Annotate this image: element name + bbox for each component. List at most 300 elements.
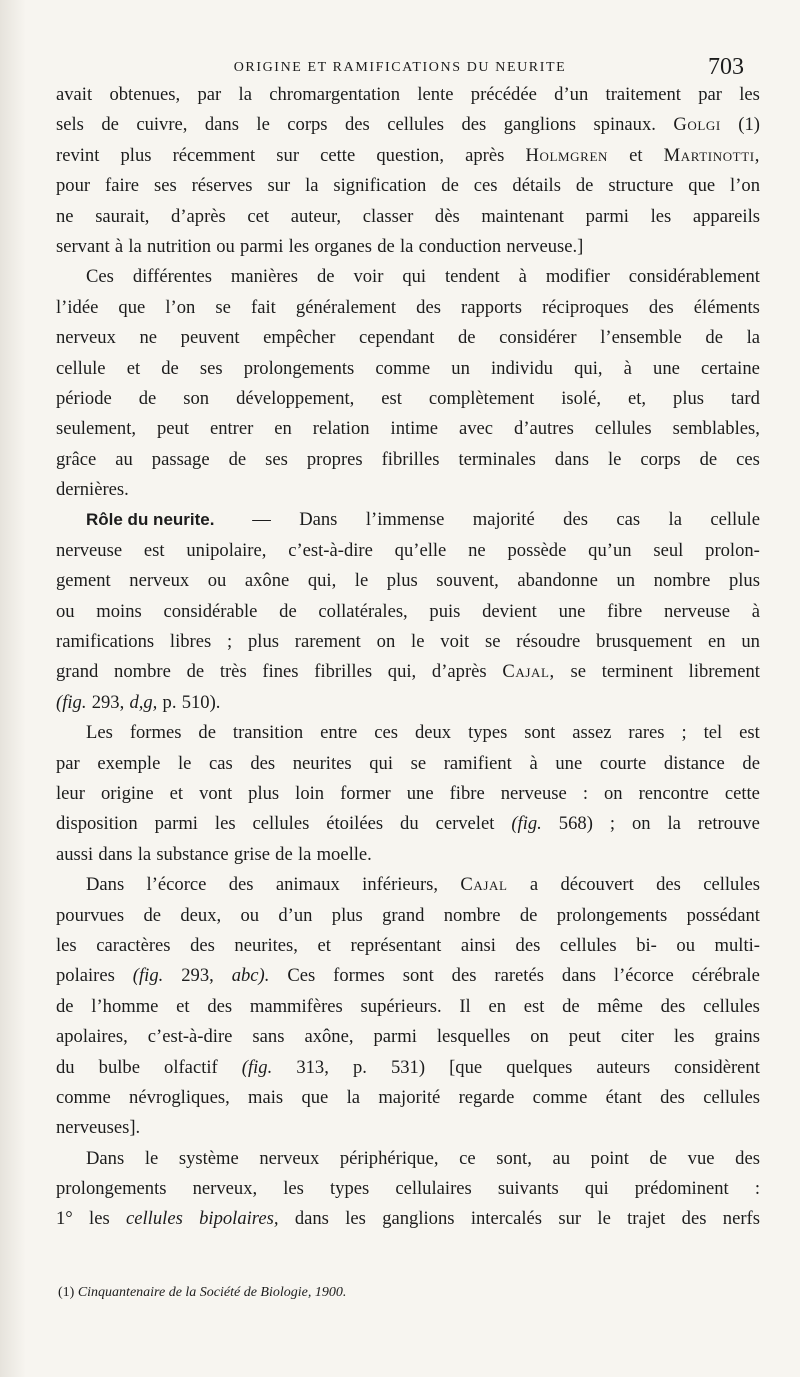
word: par (197, 84, 222, 105)
word: exemple (97, 752, 161, 774)
word: par (698, 84, 722, 105)
word: sont (402, 965, 434, 987)
word: fibrilles (314, 661, 373, 683)
word: son (183, 387, 210, 409)
page-number: 703 (708, 54, 744, 80)
word: dès (434, 205, 460, 227)
word: fines (262, 661, 299, 683)
word: considèrent (674, 1056, 760, 1078)
word: Cajal (460, 874, 508, 896)
word: auteurs (596, 1056, 651, 1078)
word: distance (663, 752, 725, 774)
word: 531) (390, 1056, 426, 1078)
word: au (552, 1147, 571, 1169)
word: le (256, 114, 270, 136)
text-line (56, 232, 760, 262)
word: à (623, 357, 632, 379)
word: on (604, 782, 623, 804)
word: majorité (472, 509, 535, 531)
word: à (529, 752, 538, 774)
word: la (238, 84, 252, 105)
word: des (190, 934, 215, 956)
text-line (56, 1174, 760, 1204)
word: peut (156, 418, 189, 440)
word: nombre (114, 661, 171, 683)
word: : (582, 782, 588, 804)
word: on (376, 631, 396, 653)
word: de (228, 448, 247, 470)
word: possédant (686, 904, 760, 926)
word: brusquement (596, 631, 693, 653)
word: de (575, 175, 594, 197)
word: les (283, 1178, 304, 1200)
word: axône, (304, 1026, 354, 1048)
word: ne (56, 205, 74, 227)
word: ce (459, 1147, 476, 1169)
body-text (56, 80, 760, 1235)
word: ces (374, 722, 398, 744)
footnote-number: (1) (58, 1285, 75, 1300)
word: fibre (449, 782, 485, 804)
word: suivants (497, 1178, 559, 1200)
word: des (515, 934, 541, 956)
word: des (228, 874, 254, 896)
word: abandonne (517, 570, 598, 592)
word: qui (369, 752, 393, 774)
word: de (562, 995, 580, 1017)
word: plus (331, 904, 363, 926)
word: c’est-à-dire (147, 1026, 233, 1048)
word: sur (558, 1208, 582, 1230)
word: périphérique, (339, 1147, 439, 1169)
text-line (56, 110, 760, 140)
word: des (660, 995, 686, 1017)
word: prolon- (705, 539, 760, 561)
word: des (250, 752, 276, 774)
word: en (488, 995, 506, 1017)
word: cellules (703, 995, 760, 1017)
word: regarde (458, 1086, 515, 1108)
word: ramifient (443, 752, 512, 774)
word: que (688, 175, 716, 197)
word: trajet (627, 1208, 666, 1230)
word: cependant (359, 327, 435, 349)
word: librement (688, 661, 760, 683)
word: dans (554, 448, 589, 470)
word: unipolaire, (186, 539, 267, 561)
word: ; (681, 722, 687, 744)
word: cellulaires (395, 1178, 472, 1200)
word: découvert (560, 874, 634, 896)
word: avait (56, 84, 93, 105)
word: types (468, 722, 508, 744)
text-line (56, 171, 760, 201)
word: — (252, 509, 271, 531)
word: tel (703, 722, 723, 744)
word: puis (429, 600, 461, 622)
word: substance (156, 843, 229, 865)
word: représentant (350, 934, 442, 956)
word: de (705, 327, 723, 349)
word: chromargentation (269, 84, 401, 105)
word: cellule (710, 509, 760, 531)
text-line (56, 809, 760, 839)
word: des (660, 1086, 685, 1108)
word: corps (640, 448, 681, 470)
word: semblables, (672, 418, 760, 440)
word: olfactif (164, 1056, 218, 1078)
word: se (410, 752, 427, 774)
word: la (137, 843, 152, 865)
word: sur (267, 175, 291, 197)
word: nutrition (147, 235, 212, 257)
word: types (330, 1178, 370, 1200)
word: les (288, 235, 310, 257)
text-line (56, 323, 760, 353)
word: la (297, 843, 312, 865)
word: [que (449, 1056, 483, 1078)
word: ainsi (460, 934, 496, 956)
text-line (56, 354, 760, 384)
text-line (56, 445, 760, 475)
word: parmi (240, 235, 284, 257)
word: 510). (181, 691, 221, 713)
word: parmi (373, 1026, 417, 1048)
word: ou (216, 235, 235, 257)
word: des (416, 296, 441, 318)
word: deux, (180, 904, 222, 926)
text-line (56, 718, 760, 748)
word: entre (320, 722, 358, 744)
word: se (570, 661, 586, 683)
word: Les (86, 722, 113, 744)
word: nerveuse (500, 782, 567, 804)
word: la (305, 175, 319, 197)
word: de (101, 114, 119, 136)
word: lesquelles (436, 1026, 511, 1048)
word: peut (568, 1026, 601, 1048)
word: l’écorce (613, 965, 674, 987)
word: (fig. (511, 813, 542, 835)
word: ou (207, 570, 227, 592)
word: de (377, 235, 395, 257)
word: prolongements (243, 357, 355, 379)
word: nombre (653, 570, 711, 592)
word: le (411, 631, 425, 653)
word: nerveux (129, 570, 190, 592)
word: vue (687, 1147, 715, 1169)
word: du (56, 1056, 75, 1078)
word: loin (295, 782, 325, 804)
word: plus (728, 570, 760, 592)
word: névrogliques, (129, 1086, 230, 1108)
text-line (56, 749, 760, 779)
word: ou (676, 934, 695, 956)
word: sels (56, 114, 84, 136)
word: structure (608, 175, 674, 197)
word: (fig. (241, 1056, 273, 1078)
word: origine (100, 782, 154, 804)
word: p. (162, 691, 177, 713)
word: les (56, 934, 77, 956)
word: étant (605, 1086, 642, 1108)
text-line (56, 202, 760, 232)
word: comme (532, 1086, 588, 1108)
word: au (115, 448, 133, 470)
footnote (58, 1285, 346, 1301)
word: tard (730, 387, 760, 409)
word: entrer (209, 418, 254, 440)
word: majorité (378, 1086, 441, 1108)
word: propres (306, 448, 363, 470)
text-line (56, 80, 760, 110)
word: ganglions (503, 114, 576, 136)
word: Ces (86, 266, 114, 288)
word: prolongements (56, 1178, 167, 1200)
word: l’homme (91, 995, 159, 1017)
word: le (597, 1208, 611, 1230)
word: 568) (558, 813, 593, 835)
word: abc). (231, 965, 270, 987)
running-title: ORIGINE ET RAMIFICATIONS DU NEURITE (233, 60, 567, 75)
word: d’un (554, 84, 589, 105)
word: dans (204, 114, 239, 136)
word: cette (320, 144, 356, 166)
word: c’est-à-dire (288, 539, 373, 561)
word: empêcher (263, 327, 336, 349)
word: et, (627, 387, 647, 409)
word: lente (417, 84, 454, 105)
word: p. (352, 1056, 367, 1078)
word: Dans (299, 509, 338, 531)
word: on (631, 813, 651, 835)
text-line (56, 992, 760, 1022)
word: cellules (387, 114, 445, 136)
word: gement (56, 570, 111, 592)
text-line (56, 931, 760, 961)
word: cellules (594, 418, 652, 440)
word: des (681, 1208, 707, 1230)
word: la (346, 1086, 361, 1108)
word: organes (314, 235, 372, 257)
word: multi- (714, 934, 760, 956)
word: dans (98, 843, 133, 865)
text-line (56, 262, 760, 292)
word: sont, (496, 1147, 532, 1169)
word: voir (353, 266, 384, 288)
word: intercalés (470, 1208, 543, 1230)
word: revint (56, 144, 100, 166)
word: courte (599, 752, 647, 774)
word: voit (440, 631, 470, 653)
word: faire (105, 175, 140, 197)
word: d’après (431, 661, 487, 683)
word: éléments (693, 296, 760, 318)
word: bipolaires, (199, 1208, 279, 1230)
word: spinaux. (593, 114, 656, 136)
word: des (207, 995, 233, 1017)
word: de (649, 1147, 668, 1169)
word: inférieurs, (362, 874, 439, 896)
word: deux (414, 722, 452, 744)
word: les (214, 813, 236, 835)
word: 293, (181, 965, 214, 987)
word: nerveux (56, 327, 116, 349)
word: rarement (294, 631, 361, 653)
text-line (56, 505, 760, 535)
word: les (650, 205, 672, 227)
word: grand (56, 661, 99, 683)
word: après (465, 144, 505, 166)
text-line (56, 475, 760, 505)
word: se (215, 296, 231, 318)
word: seul (653, 539, 684, 561)
text-line (56, 840, 760, 870)
text-line (56, 688, 760, 718)
text-line (56, 901, 760, 931)
word: formes (333, 965, 385, 987)
word: ou (56, 600, 75, 622)
word: le (607, 448, 622, 470)
word: un (616, 570, 636, 592)
word: les (89, 1208, 110, 1230)
word: de (275, 843, 293, 865)
text-line (56, 627, 760, 657)
word: nerfs (722, 1208, 760, 1230)
word: ses (153, 175, 177, 197)
text-line (56, 961, 760, 991)
word: qui (584, 1178, 609, 1200)
word: raretés (494, 965, 544, 987)
word: de (742, 752, 760, 774)
word: le (144, 1147, 159, 1169)
word: l’idée (56, 296, 99, 318)
word: sur (276, 144, 300, 166)
word: grand (382, 904, 425, 926)
word: d,g, (129, 691, 158, 713)
word: de (458, 327, 476, 349)
word: seulement, (56, 418, 137, 440)
page-edge-shadow (0, 0, 26, 1377)
word: vont (199, 782, 233, 804)
word: Il (459, 995, 471, 1017)
word: ses (265, 448, 288, 470)
word: l’immense (365, 509, 445, 531)
word: des (344, 114, 370, 136)
word: aussi (56, 843, 94, 865)
word: un (451, 357, 470, 379)
word: ne (468, 539, 486, 561)
word: tendent (445, 266, 500, 288)
word: les (345, 1208, 366, 1230)
word: moelle. (316, 843, 372, 865)
word: de (316, 266, 335, 288)
word: bulbe (98, 1056, 140, 1078)
word: comme (56, 1086, 111, 1108)
text-line (56, 1022, 760, 1052)
word: cuivre, (136, 114, 188, 136)
word: on (530, 1026, 549, 1048)
word: retrouve (697, 813, 760, 835)
word: possède (507, 539, 567, 561)
section-heading: Rôle du neurite. (86, 510, 215, 530)
word: comme (375, 357, 431, 379)
word: relation (312, 418, 370, 440)
text-line (56, 1053, 760, 1083)
word: de (138, 387, 157, 409)
word: réserves (191, 175, 253, 197)
text-line (56, 870, 760, 900)
word: plus (248, 782, 280, 804)
word: cérébrale (691, 965, 760, 987)
word: le (354, 570, 369, 592)
word: ramifications (56, 631, 155, 653)
word: certaine (701, 357, 760, 379)
word: et (629, 144, 643, 166)
text-line (56, 293, 760, 323)
word: grâce (56, 448, 97, 470)
word: appareils (692, 205, 760, 227)
word: isolé, (561, 387, 601, 409)
word: parmi (154, 813, 198, 835)
word: peuvent (180, 327, 240, 349)
word: Golgi (673, 114, 721, 136)
word: a (529, 874, 539, 896)
word: devient (482, 600, 537, 622)
word: les (739, 84, 760, 105)
word: complètement (428, 387, 535, 409)
word: cellule (56, 357, 106, 379)
word: est (523, 995, 545, 1017)
word: qu’elle (394, 539, 447, 561)
word: qui, (574, 357, 603, 379)
word: en (707, 631, 726, 653)
word: un (741, 631, 760, 653)
word: d’un (278, 904, 313, 926)
word: cas (208, 752, 233, 774)
word: la (667, 813, 681, 835)
word: de (143, 904, 162, 926)
word: apolaires, (56, 1026, 128, 1048)
word: souvent, (436, 570, 499, 592)
word: animaux (275, 874, 340, 896)
word: et (317, 934, 331, 956)
word: sont (524, 722, 556, 744)
word: intime (390, 418, 439, 440)
word: moins (96, 600, 142, 622)
word: est (143, 539, 165, 561)
word: très (219, 661, 247, 683)
text-line (56, 536, 760, 566)
word: corps (287, 114, 328, 136)
word: citer (620, 1026, 654, 1048)
text-line (56, 141, 760, 171)
word: manières (230, 266, 299, 288)
word: parmi (585, 205, 629, 227)
word: pourvues (56, 904, 125, 926)
word: résoudre (516, 631, 581, 653)
word: généralement (295, 296, 397, 318)
text-line (56, 779, 760, 809)
word: nerveuse (56, 539, 123, 561)
word: nombre (443, 904, 501, 926)
word: dans (561, 965, 596, 987)
word: considérer (499, 327, 577, 349)
word: cellules (703, 1086, 760, 1108)
word: pour (56, 175, 91, 197)
text-line (56, 1204, 760, 1234)
word: ou (240, 904, 260, 926)
